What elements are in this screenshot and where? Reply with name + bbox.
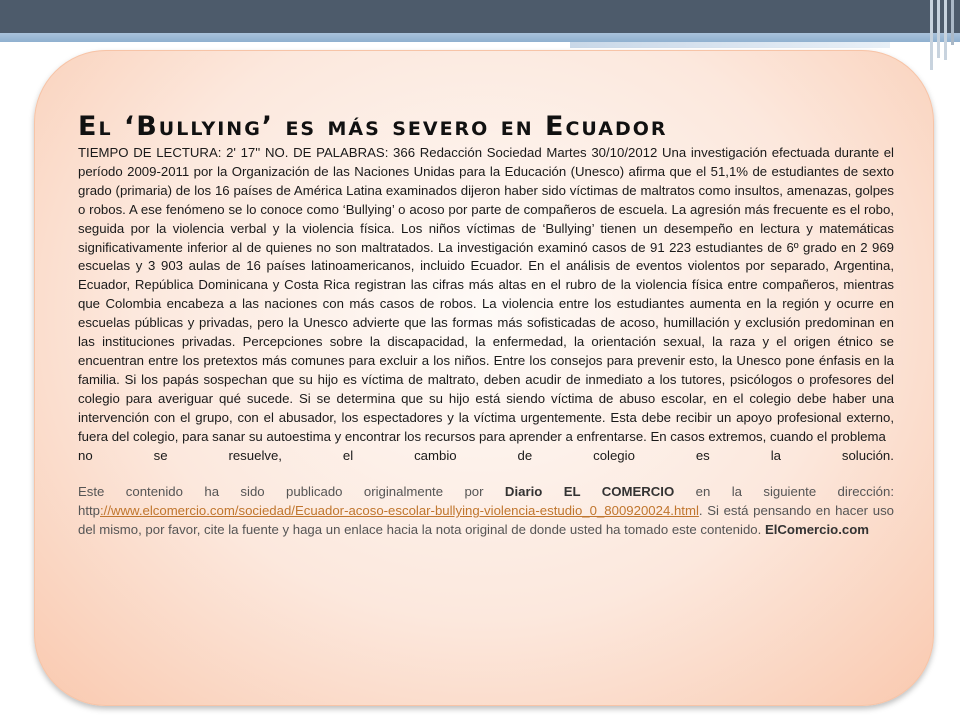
decorative-line: [951, 0, 954, 45]
word: el: [342, 447, 354, 463]
accent-bar-highlight: [570, 42, 890, 48]
credit-site: ElComercio.com: [764, 522, 870, 538]
word: colegio: [593, 447, 635, 463]
source-link[interactable]: ://www.elcomercio.com/sociedad/Ecuador-acoso-escolar-bullying-violencia-estudio_0_800920024.html: [100, 503, 699, 519]
decorative-line: [944, 0, 947, 60]
accent-bar: [0, 33, 960, 42]
word: de: [517, 447, 533, 463]
article-body: TIEMPO DE LECTURA: 2' 17'' NO. DE PALABRAS: 366 Redacción Sociedad Martes 30/10/2012 Una investigación efectuada durante el período 2009-2011 por la Organización de las Naciones Unidas para la Educación (Unesco) afirma que el 51,1% de estudiantes de sexto grado (primaria) de los 16 países de América Latina examinados dijeron haber sido víctimas de maltratos como insultos, amenazas, golpes o robos. A ese fenómeno se lo conoce como ‘Bullying’ o acoso por parte de compañeros de escuela. La agresión más frecuente es el robo, seguida por la violencia verbal y la violencia física. Los niños víctimas de ‘Bullying’ tienen un desempeño en lectura y matemáticas significativamente inferior al de quienes no son maltratados. La investigación examinó casos de 91 223 estudiantes de 6º grado en 2 969 escuelas y 3 903 aulas de 16 países latinoamericanos, incluido Ecuador. En el análisis de eventos violentos por separado, Argentina, Ecuador, República Dominicana y Costa Rica registran las cifras más altas en el rubro de la violencia física entre compañeros, mientras que Colombia encabeza a las naciones con más casos de robos. La violencia entre los estudiantes aumenta en la región y ocurre en escuelas públicas y privadas, pero la Unesco advierte que las formas más sofisticadas de acoso, humillación y exclusión predominan en las instituciones privadas. Percepciones sobre la discapacidad, la enfermedad, la orientación sexual, la raza y el origen étnico se encuentran entre los pretextos más comunes para excluir a los niños. Entre los consejos para prevenir esto, la Unesco pone énfasis en la familia. Si los papás sospechan que su hijo es víctima de maltrato, deben acudir de inmediato a los tutores, psicólogos o profesores del colegio para averiguar qué sucede. Si se determina que su hijo está siendo víctima de abuso escolar, en el colegio debe haber una intervención con el grupo, con el abusador, los espectadores y la víctima urgentemente. Esta debe recibir un apoyo profesional externo, fuera del colegio, para sanar su autoestima y encontrar los recursos para aprender a enfrentarse. En casos extremos, cuando el problema: [78, 145, 894, 444]
word: es: [695, 447, 710, 463]
word: solución.: [841, 447, 894, 463]
header-bar: [0, 0, 960, 33]
slide-content: [78, 112, 894, 540]
credit-middle: en la siguiente dirección: http: [78, 484, 894, 519]
decorative-line: [937, 0, 940, 58]
word: cambio: [414, 447, 457, 463]
decorative-line: [930, 0, 933, 70]
credit-prefix: Este contenido ha sido publicado originalmente por: [78, 484, 484, 500]
word: no: [78, 447, 93, 463]
source-credit: [78, 483, 894, 540]
credit-source: Diario EL COMERCIO: [504, 484, 675, 500]
word: se: [153, 447, 168, 463]
article-last-line: [78, 447, 894, 466]
credit-suffix: . Si está pensando en hacer uso del mismo, por favor, cite la fuente y haga un enlace hacia la nota original de donde usted ha tomado este contenido.: [78, 503, 894, 538]
word: resuelve,: [228, 447, 282, 463]
slide-title: El ‘Bullying’ es más severo en Ecuador: [78, 111, 668, 142]
word: la: [770, 447, 781, 463]
